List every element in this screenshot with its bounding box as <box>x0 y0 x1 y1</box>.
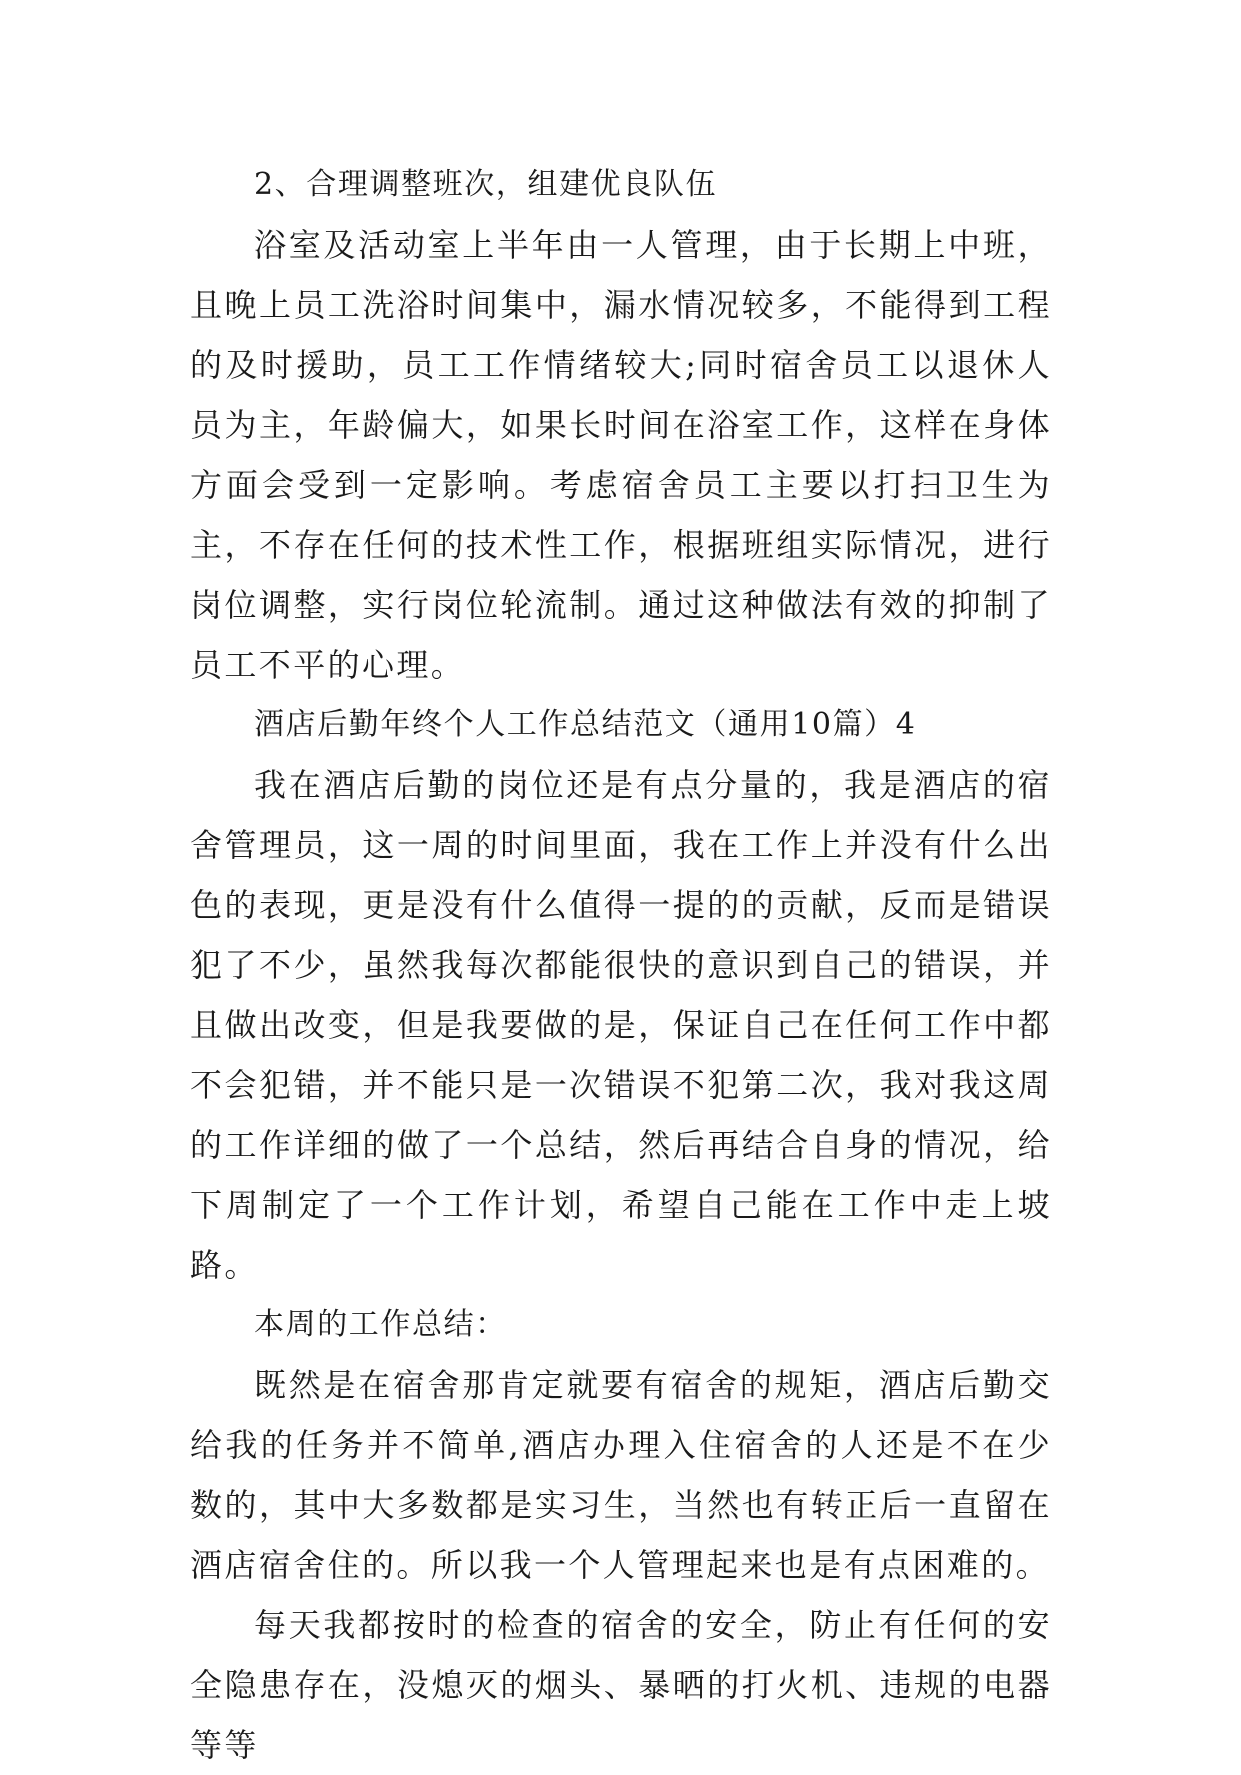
body-paragraph: 每天我都按时的检查的宿舍的安全，防止有任何的安全隐患存在，没熄灭的烟头、暴晒的打火机、违规的电器等等 <box>190 1606 1052 1764</box>
section-heading: 2、合理调整班次，组建优良队伍 <box>254 167 718 202</box>
body-paragraph: 既然是在宿舍那肯定就要有宿舍的规矩，酒店后勤交给我的任务并不简单,酒店办理入住宿舍的人还是不在少数的，其中大多数都是实习生，当然也有转正后一直留在酒店宿舍住的。所以我一个人管理起来也是有点困难的。 <box>190 1366 1052 1584</box>
article-title: 酒店后勤年终个人工作总结范文（通用10篇）4 <box>254 707 917 742</box>
section-heading: 本周的工作总结： <box>254 1307 507 1342</box>
body-paragraph: 浴室及活动室上半年由一人管理，由于长期上中班，且晚上员工洗浴时间集中，漏水情况较多，不能得到工程的及时援助，员工工作情绪较大;同时宿舍员工以退休人员为主，年龄偏大，如果长时间在浴室工作，这样在身体方面会受到一定影响。考虑宿舍员工主要以打扫卫生为主，不存在任何的技术性工作，根据班组实际情况，进行岗位调整，实行岗位轮流制。通过这种做法有效的抑制了员工不平的心理。 <box>190 226 1052 684</box>
body-paragraph: 我在酒店后勤的岗位还是有点分量的，我是酒店的宿舍管理员，这一周的时间里面，我在工作上并没有什么出色的表现，更是没有什么值得一提的的贡献，反而是错误犯了不少，虽然我每次都能很快的意识到自己的错误，并且做出改变，但是我要做的是，保证自己在任何工作中都不会犯错，并不能只是一次错误不犯第二次，我对我这周的工作详细的做了一个总结，然后再结合自身的情况，给下周制定了一个工作计划，希望自己能在工作中走上坡路。 <box>190 766 1052 1284</box>
document-body <box>190 155 1052 1775</box>
